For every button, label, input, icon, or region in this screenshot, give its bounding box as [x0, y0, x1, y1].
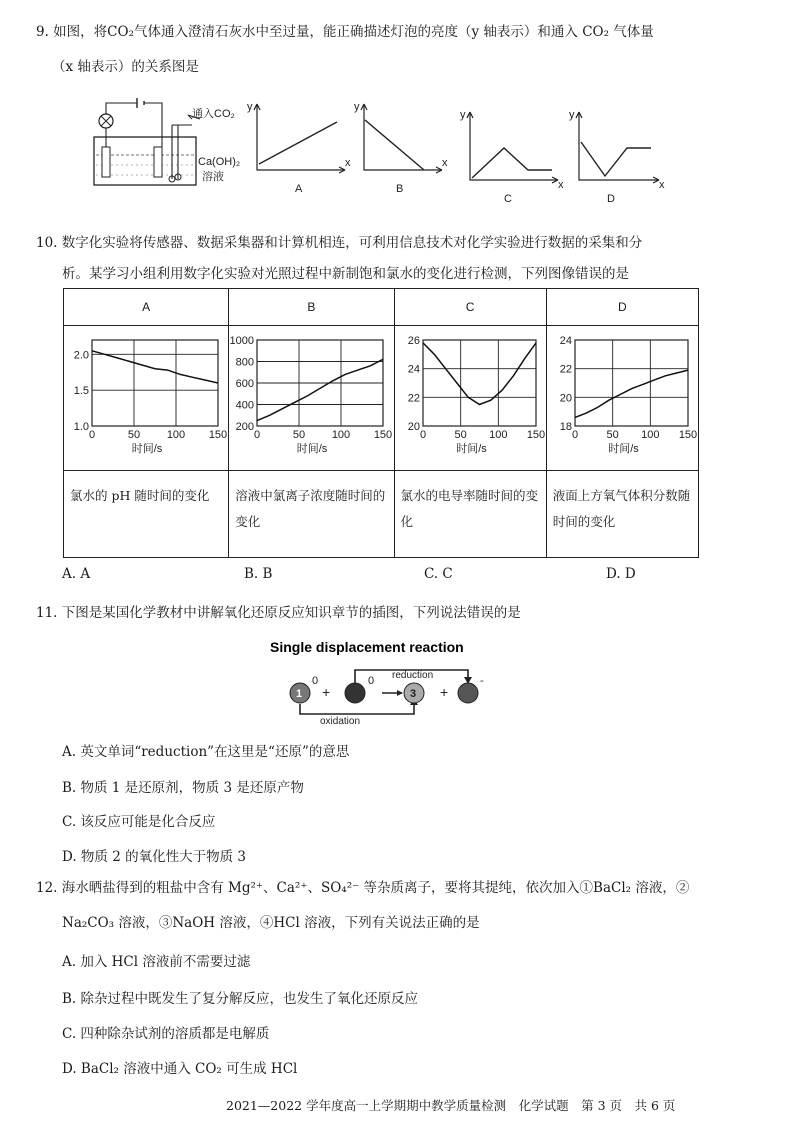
x-axis-label: 时间/s [131, 443, 163, 455]
caoh2-label: Ca(OH)₂ [198, 156, 241, 168]
svg-text:-: - [480, 675, 484, 687]
x-tick-label: 50 [606, 429, 619, 441]
y-tick-label: 200 [235, 421, 255, 433]
svg-text:1: 1 [296, 688, 303, 700]
x-tick-label: 150 [678, 429, 697, 441]
q9-graph-c-letter: C [504, 193, 512, 205]
y-tick-label: 22 [559, 363, 572, 376]
q12-stem-line1: 12. 海水晒盐得到的粗盐中含有 Mg²⁺、Ca²⁺、SO₄²⁻ 等杂质离子，要将其提纯，依次加入①BaCl₂ 溶液，② [36, 880, 690, 896]
x-tick-label: 0 [571, 429, 578, 441]
x-tick-label: 150 [374, 429, 393, 441]
y-tick-label: 24 [559, 335, 572, 347]
q12-option-a: A. 加入 HCl 溶液前不需要过滤 [62, 954, 251, 970]
svg-text:x: x [442, 157, 448, 169]
q9-graph-d-letter: D [607, 193, 615, 205]
plot-frame [575, 340, 688, 426]
q11-reaction-diagram [262, 632, 512, 724]
q9-graph-d [569, 109, 665, 205]
svg-text:y: y [354, 101, 360, 113]
svg-text:0: 0 [312, 675, 319, 687]
q11-stem: 11. 下图是某国化学教材中讲解氧化还原反应知识章节的插图，下列说法错误的是 [36, 605, 521, 621]
series-line [257, 359, 383, 420]
svg-text:x: x [659, 179, 665, 191]
q11-option-c: C. 该反应可能是化合反应 [62, 814, 216, 830]
q12-option-c: C. 四种除杂试剂的溶质都是电解质 [62, 1026, 270, 1042]
q9-graph-b-letter: B [396, 183, 404, 195]
svg-text:y: y [247, 101, 253, 113]
x-tick-label: 150 [208, 429, 228, 441]
x-tick-label: 50 [454, 429, 467, 441]
q12-stem-line2: Na₂CO₃ 溶液，③NaOH 溶液，④HCl 溶液，下列有关说法正确的是 [62, 915, 480, 931]
x-tick-label: 0 [88, 429, 96, 441]
svg-text:0: 0 [368, 675, 375, 687]
x-tick-label: 100 [166, 429, 186, 441]
q10-chart-a [64, 326, 228, 466]
x-axis-label: 时间/s [607, 443, 639, 455]
x-tick-label: 50 [127, 429, 141, 441]
svg-text:y: y [460, 109, 466, 121]
y-tick-label: 20 [559, 392, 572, 405]
q10-col-a-header: A [64, 289, 229, 326]
q9-graph-a [247, 101, 351, 195]
q10-chart-b [229, 326, 393, 466]
plot-frame [423, 340, 536, 426]
q12-option-d: D. BaCl₂ 溶液中通入 CO₂ 可生成 HCl [62, 1061, 298, 1077]
q11-option-a: A. 英文单词“reduction”在这里是“还原”的意思 [62, 744, 350, 760]
x-tick-label: 100 [332, 429, 351, 441]
y-tick-label: 1.0 [73, 421, 89, 433]
q10-stem-line2: 析。某学习小组利用数字化实验对光照过程中新制饱和氯水的变化进行检测，下列图像错误的是 [62, 266, 629, 282]
oxidation-label: oxidation [320, 716, 361, 724]
q10-caption-d: 液面上方氧气体积分数随时间的变化 [546, 471, 698, 558]
q12-option-b: B. 除杂过程中既发生了复分解反应，也发生了氧化还原反应 [62, 991, 419, 1007]
y-tick-label: 2.0 [73, 349, 89, 362]
q10-stem-line1: 10. 数字化实验将传感器、数据采集器和计算机相连，可利用信息技术对化学实验进行数据的采集和分 [36, 235, 643, 251]
q10-col-c-header: C [394, 289, 546, 326]
species-2-icon [345, 683, 365, 703]
q9-apparatus-figure [92, 95, 242, 195]
q9-stem-line1: 9. 如图，将CO₂气体通入澄清石灰水中至过量，能正确描述灯泡的亮度（y 轴表示）和通入 CO₂ 气体量 [36, 24, 654, 40]
x-tick-label: 0 [419, 429, 426, 441]
q10-col-d-header: D [546, 289, 698, 326]
species-4-icon [458, 683, 478, 703]
reaction-title: Single displacement reaction [270, 639, 464, 655]
y-tick-label: 1.5 [73, 385, 89, 398]
x-tick-label: 0 [254, 429, 261, 441]
co2-inlet-label: 通入CO₂ [192, 108, 235, 120]
svg-text:3: 3 [410, 688, 417, 700]
plot-frame [92, 340, 218, 426]
q10-caption-b: 溶液中氯离子浓度随时间的变化 [229, 471, 394, 558]
y-tick-label: 26 [407, 335, 420, 347]
y-tick-label: 600 [235, 378, 255, 390]
svg-text:+: + [440, 684, 449, 700]
page-footer: 2021—2022 学年度高一上学期期中教学质量检测 化学试题 第 3 页 共 6 页 [226, 1098, 676, 1113]
x-axis-label: 时间/s [296, 443, 328, 455]
q11-option-b: B. 物质 1 是还原剂，物质 3 是还原产物 [62, 780, 304, 796]
q10-option-d: D. D [606, 566, 636, 582]
svg-text:+: + [322, 684, 331, 700]
y-tick-label: 1000 [229, 335, 255, 347]
q10-option-a: A. A [62, 566, 91, 582]
q10-caption-a: 氯水的 pH 随时间的变化 [64, 471, 229, 558]
q10-option-c: C. C [424, 566, 453, 582]
series-line [92, 351, 218, 383]
y-tick-label: 800 [235, 356, 255, 369]
q10-col-b-header: B [229, 289, 394, 326]
x-tick-label: 50 [293, 429, 306, 441]
q9-graphs [245, 100, 665, 205]
y-tick-label: 24 [407, 363, 420, 376]
q10-option-b: B. B [244, 566, 273, 582]
q10-caption-c: 氯水的电导率随时间的变化 [394, 471, 546, 558]
svg-text:x: x [558, 179, 564, 191]
q11-option-d: D. 物质 2 的氧化性大于物质 3 [62, 849, 246, 865]
svg-text:x: x [345, 157, 351, 169]
y-tick-label: 400 [235, 399, 255, 412]
q10-chart-c [395, 326, 546, 466]
q10-table [63, 288, 699, 558]
q9-graph-c [460, 109, 564, 205]
x-axis-label: 时间/s [455, 443, 487, 455]
x-tick-label: 100 [488, 429, 508, 441]
q9-stem-line2: （x 轴表示）的关系图是 [52, 59, 199, 75]
series-line [423, 343, 536, 405]
q9-graph-a-letter: A [295, 183, 303, 195]
x-tick-label: 150 [526, 429, 545, 441]
y-tick-label: 18 [559, 421, 572, 433]
y-tick-label: 20 [407, 421, 420, 433]
x-tick-label: 100 [640, 429, 660, 441]
q9-graph-b [354, 101, 448, 195]
svg-text:y: y [569, 109, 575, 121]
y-tick-label: 22 [407, 392, 420, 405]
solution-label: 溶液 [202, 171, 224, 183]
series-line [575, 370, 688, 417]
reduction-label: reduction [392, 670, 434, 681]
q10-chart-d [547, 326, 698, 466]
